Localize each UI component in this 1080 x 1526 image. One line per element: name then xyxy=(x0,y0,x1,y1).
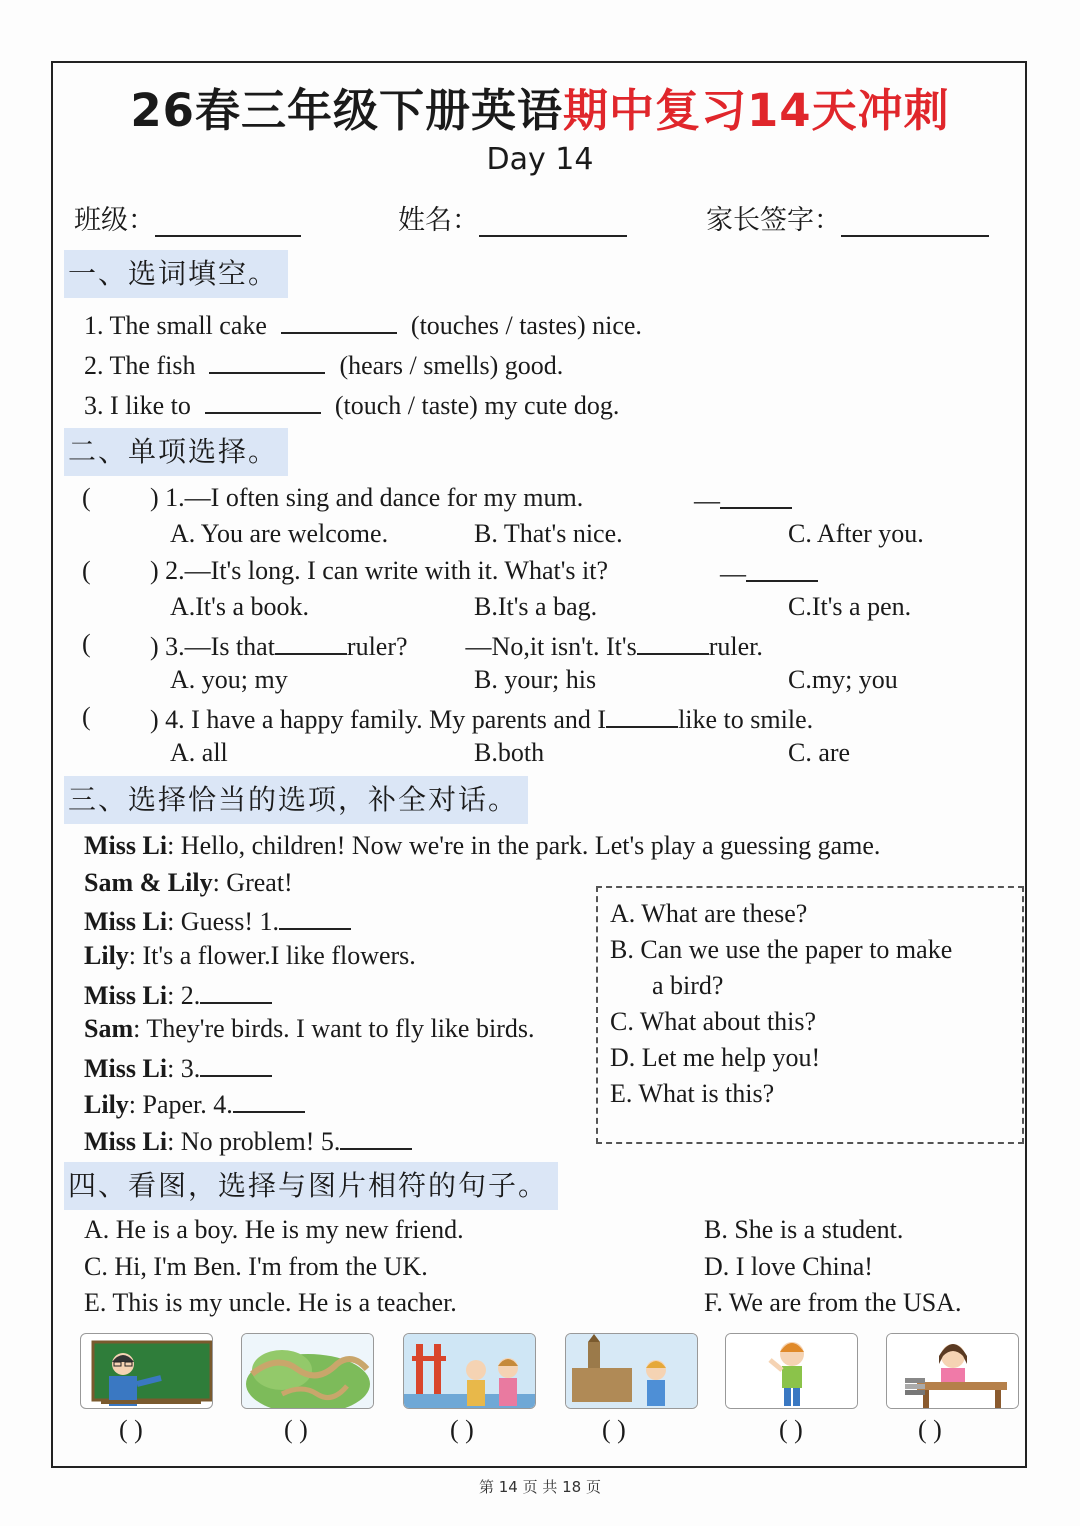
dialogue-line-7: Miss Li: 3. xyxy=(84,1051,272,1084)
dialogue-option-a: A. What are these? xyxy=(610,899,808,928)
dialogue-line-3: Miss Li: Guess! 1. xyxy=(84,904,351,937)
uk-boy-picture xyxy=(565,1333,698,1409)
name-label: 姓名： xyxy=(398,205,479,236)
s2-q2-reply: — xyxy=(720,556,818,589)
s2-q3-option-c: C.my; you xyxy=(788,665,898,694)
s4-sentence-f: F. We are from the USA. xyxy=(704,1288,962,1317)
dialogue-line-6: Sam: They're birds. I want to fly like birds. xyxy=(84,1014,535,1043)
dialogue-blank-5[interactable] xyxy=(340,1124,412,1150)
parent-signature-line[interactable] xyxy=(841,207,989,237)
worksheet-title xyxy=(0,74,1080,139)
s4-sentence-d: D. I love China! xyxy=(704,1252,873,1281)
s2-q2-option-c: C.It's a pen. xyxy=(788,592,912,621)
s2-q3-question: ) 3.—Is that ruler? —No,it isn't. It's ruler. xyxy=(150,629,763,662)
s2-q4-question: ) 4. I have a happy family. My parents and I like to smile. xyxy=(150,702,813,735)
dialogue-option-c: C. What about this? xyxy=(610,1007,817,1036)
s4-sentence-b: B. She is a student. xyxy=(704,1215,904,1244)
title-red: 期中复习14天冲刺 xyxy=(563,84,950,137)
s1-blank-2[interactable] xyxy=(209,348,325,374)
s2-q1-option-a: A. You are welcome. xyxy=(170,519,389,548)
name-field[interactable] xyxy=(398,198,627,237)
s4-sentence-e: E. This is my uncle. He is a teacher. xyxy=(84,1288,457,1317)
class-label: 班级： xyxy=(74,205,155,236)
s2-q4-blank[interactable] xyxy=(606,702,678,728)
s2-q4-option-c: C. are xyxy=(788,738,851,767)
s4-sentence-a: A. He is a boy. He is my new friend. xyxy=(84,1215,464,1244)
student-girl-picture xyxy=(886,1333,1019,1409)
s2-q1-option-c: C. After you. xyxy=(788,519,924,548)
dialogue-option-b: B. Can we use the paper to make xyxy=(610,935,953,964)
dialogue-line-8: Lily: Paper. 4. xyxy=(84,1087,305,1120)
dialogue-line-1: Miss Li: Hello, children! Now we're in the park. Let's play a guessing game. xyxy=(84,831,881,860)
pic5-answer-paren[interactable]: ( ) xyxy=(779,1415,803,1444)
section4-title: 四、看图，选择与图片相符的句子。 xyxy=(64,1162,558,1210)
dialogue-blank-1[interactable] xyxy=(279,904,351,930)
s2-q2-option-b: B.It's a bag. xyxy=(474,592,598,621)
s2-q2-blank[interactable] xyxy=(746,556,818,582)
name-line[interactable] xyxy=(479,207,627,237)
class-field[interactable] xyxy=(74,198,301,237)
s1-item-3: 3. I like to (touch / taste) my cute dog. xyxy=(84,388,619,421)
usa-kids-picture xyxy=(403,1333,536,1409)
section1-title: 一、选词填空。 xyxy=(64,250,288,298)
pic2-answer-paren[interactable]: ( ) xyxy=(284,1415,308,1444)
pic3-answer-paren[interactable]: ( ) xyxy=(450,1415,474,1444)
dialogue-option-e: E. What is this? xyxy=(610,1079,775,1108)
s2-q3-blank-2[interactable] xyxy=(637,629,709,655)
s2-q4-answer-paren[interactable]: ( xyxy=(82,702,91,731)
dialogue-line-4: Lily: It's a flower.I like flowers. xyxy=(84,941,416,970)
s1-blank-3[interactable] xyxy=(205,388,321,414)
dialogue-line-2: Sam & Lily: Great! xyxy=(84,868,293,897)
dialogue-blank-2[interactable] xyxy=(200,978,272,1004)
dialogue-option-d: D. Let me help you! xyxy=(610,1043,821,1072)
s2-q1-answer-paren[interactable]: ( xyxy=(82,483,91,512)
dialogue-option-b-cont: a bird? xyxy=(652,971,724,1000)
boy-picture xyxy=(725,1333,858,1409)
parent-signature-field[interactable] xyxy=(706,198,989,237)
page-footer: 第 14 页 共 18 页 xyxy=(478,1478,601,1496)
class-line[interactable] xyxy=(155,207,301,237)
s2-q2-option-a: A.It's a book. xyxy=(170,592,310,621)
pic1-answer-paren[interactable]: ( ) xyxy=(119,1415,143,1444)
dialogue-blank-3[interactable] xyxy=(200,1051,272,1077)
parent-signature-label: 家长签字： xyxy=(706,205,841,236)
s4-sentence-c: C. Hi, I'm Ben. I'm from the UK. xyxy=(84,1252,428,1281)
s1-item-1: 1. The small cake (touches / tastes) nice. xyxy=(84,308,642,341)
s2-q1-option-b: B. That's nice. xyxy=(474,519,623,548)
s2-q1-question: ) 1.—I often sing and dance for my mum. xyxy=(150,483,584,512)
dialogue-line-5: Miss Li: 2. xyxy=(84,978,272,1011)
pic4-answer-paren[interactable]: ( ) xyxy=(602,1415,626,1444)
title-black: 26春三年级下册英语 xyxy=(130,84,563,137)
day-label: Day 14 xyxy=(486,142,594,177)
s2-q1-reply: — xyxy=(694,483,792,516)
s2-q3-option-a: A. you; my xyxy=(170,665,288,694)
s2-q4-option-a: A. all xyxy=(170,738,228,767)
section2-title: 二、单项选择。 xyxy=(64,428,288,476)
s2-q2-question: ) 2.—It's long. I can write with it. What's it? xyxy=(150,556,609,585)
section3-title: 三、选择恰当的选项，补全对话。 xyxy=(64,776,528,824)
s2-q4-option-b: B.both xyxy=(474,738,545,767)
s2-q3-blank-1[interactable] xyxy=(275,629,347,655)
s2-q3-option-b: B. your; his xyxy=(474,665,597,694)
s2-q1-blank[interactable] xyxy=(720,483,792,509)
s2-q3-answer-paren[interactable]: ( xyxy=(82,629,91,658)
dialogue-blank-4[interactable] xyxy=(233,1087,305,1113)
great-wall-picture xyxy=(241,1333,374,1409)
s1-blank-1[interactable] xyxy=(281,308,397,334)
teacher-picture xyxy=(80,1333,213,1409)
dialogue-line-9: Miss Li: No problem! 5. xyxy=(84,1124,412,1157)
s1-item-2: 2. The fish (hears / smells) good. xyxy=(84,348,563,381)
s2-q2-answer-paren[interactable]: ( xyxy=(82,556,91,585)
pic6-answer-paren[interactable]: ( ) xyxy=(918,1415,942,1444)
